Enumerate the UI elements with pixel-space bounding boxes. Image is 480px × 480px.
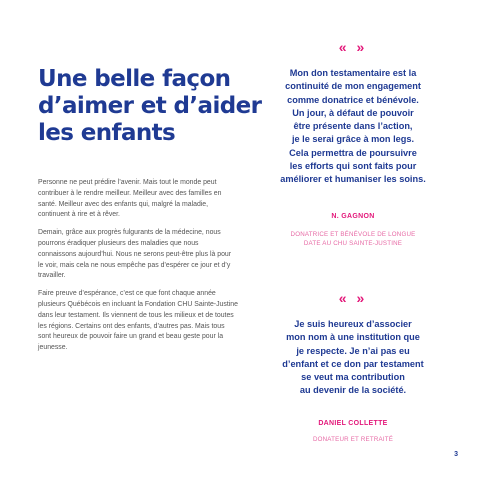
role-line: DONATRICE ET BÉNÉVOLE DE LONGUE (290, 231, 416, 238)
quote-line: les efforts qui sont faits pour (289, 161, 417, 172)
role-line: DONATEUR ET RETRAITÉ (312, 436, 394, 443)
quote-line: se veut ma contribution (301, 372, 405, 383)
quote-line: au devenir de la société. (299, 385, 407, 396)
quote-author: DANIEL COLLETTE (318, 420, 388, 427)
quote-line: je le serai grâce à mon legs. (291, 134, 415, 145)
quote-author: N. GAGNON (331, 213, 375, 220)
quote-line: Un jour, à défaut de pouvoir (292, 107, 414, 118)
quote-line: Cela permettra de poursuivre (289, 147, 417, 158)
quote-line: je respecte. Je n’ai pas eu (296, 345, 410, 356)
title-line: Une belle façon (38, 66, 231, 92)
quote-line: être présente dans l’action, (293, 121, 413, 132)
body-paragraph: Demain, grâce aux progrès fulgurants de la médecine, nous pourrons éradiquer plusieurs des maladies que nous connaissons aujourd’hui. Nous ne serons peut-être plus là pour le voir, mais cela ne nous empêche pas d’espérer ce jour et d’y travailler. (38, 229, 232, 280)
quote-line: mon nom à une institution que (286, 332, 420, 343)
quote-line: Je suis heureux d’associer (294, 319, 412, 329)
body-paragraph: Personne ne peut prédire l’avenir. Mais tout le monde peut contribuer à le rendre meilleur. Meilleur avec des familles en santé. Meilleur avec des enfants qui, malgré la maladie, continuent à rire et à rêver. (38, 179, 222, 219)
testimonial-quote (253, 67, 453, 187)
quote-author-role (253, 230, 453, 248)
title-line: les enfants (38, 120, 176, 146)
quote-mark-icon: « » (338, 290, 368, 306)
quote-line: continuité de mon engagement (285, 81, 421, 92)
body-text (38, 178, 238, 361)
quote-line: Mon don testamentaire est la (289, 68, 417, 78)
quote-line: améliorer et humaniser les soins. (280, 174, 426, 185)
body-paragraph: Faire preuve d’espérance, c’est ce que font chaque année plusieurs Québécois en incluant la Fondation CHU Sainte-Justine dans leur testament. Ils viennent de tous les milieux et de toutes les régions. Certains ont des enfants, d’autres pas. Mais tous sont heureux de pouvoir faire un grand et beau geste pour la jeunesse. (38, 290, 238, 352)
quote-author-role (253, 435, 453, 444)
quote-mark-icon: « » (338, 39, 368, 55)
quote-line: comme donatrice et bénévole. (287, 94, 419, 105)
quote-line: d’enfant et ce don par testament (282, 358, 424, 369)
page-title (38, 66, 262, 147)
testimonial-quote (253, 318, 453, 398)
page-number: 3 (454, 451, 458, 458)
role-line: DATE AU CHU SAINTE-JUSTINE (303, 240, 403, 247)
title-line: d’aimer et d’aider (38, 93, 262, 119)
